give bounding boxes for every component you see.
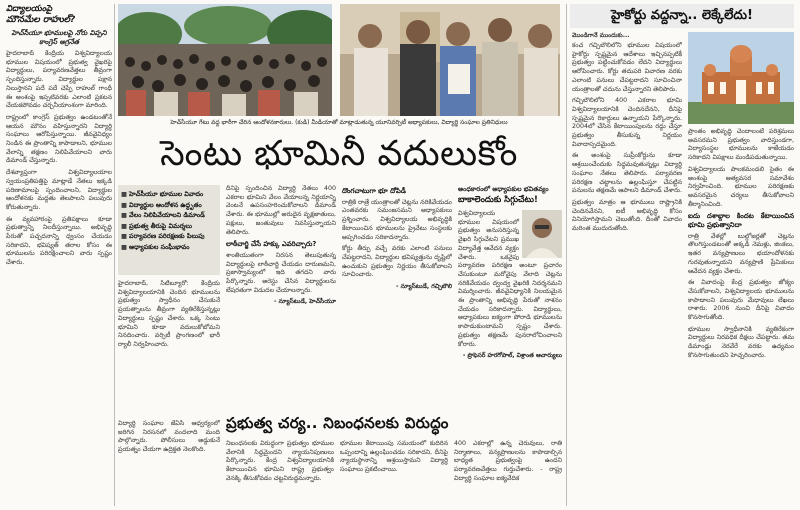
paragraph: గచ్చిబౌలిలోని 400 ఎకరాల భూమి విశ్వవిద్యాలయానికి చెందినదేనని, దీనిపై స్పష్టమైన రికార్డులు ఉన్నాయని పేర్కొన్నారు. 2004లో చేసిన కేటాయింపులను రద్దు చేస్తూ ప్రభుత్వం తీసుకున్న నిర్ణయం వివాదాస్పదమైంది. [572, 97, 682, 148]
paragraph: రాత్రికి రాత్రే యంత్రాలతో చెట్లను నరికివేయడం ఎంతవరకు సమంజసమని అధ్యాపకులు ప్రశ్నించారు. విశ్వవిద్యాలయ అభివృద్ధికి కేటాయించిన భూములను ప్రైవేటు సంస్థలకు అప్పగించడం సరికాదన్నారు. [342, 198, 452, 241]
protest-crowd-photo [118, 4, 332, 116]
highlight-item: ■ విద్యార్థుల ఆందోళన ఉద్ధృతం [121, 200, 202, 209]
quote-box-headline: బాకాలెందుకు సిగ్గుచేటు! [458, 195, 538, 205]
paragraph: ప్రభుత్వం మాత్రం ఆ భూములు రాష్ట్రానికి చెందినవేనని, ఐటీ అభివృద్ధి కోసం వినియోగిస్తామని చెబుతోంది. దీంతో వివాదం మరింత ముదురుతోంది. [572, 198, 682, 233]
paragraph: విశ్వవిద్యాలయ పాలకమండలి సైతం ఈ అంశంపై అత్యవసర సమావేశం నిర్వహించింది. భూముల పరిరక్షణకు అవసరమైన చర్యలు తీసుకోవాలని తీర్మానించింది. [688, 165, 794, 208]
byline: - న్యూస్‌టుడే, గచ్చిబౌలి [396, 283, 452, 291]
highlights-box [118, 185, 220, 275]
highlight-item: ■ ప్రభుత్వ తీరుపై విమర్శలు [121, 221, 192, 230]
paragraph: దీనిపై స్పందించిన విద్యార్థి నేతలు 400 ఎకరాల భూమిని వేలం వేయాలన్న నిర్ణయాన్ని వెంటనే ఉపసంహరించుకోవాలని డిమాండ్ చేశారు. ఈ భూముల్లో అరుదైన వృక్షజాతులు, పక్షులు, జంతువులు నివసిస్తున్నాయని తెలిపారు. [226, 185, 336, 236]
paragraph: శాంతియుతంగా నిరసన తెలుపుతున్న విద్యార్థులపై లాఠీచార్జి చేయడం దారుణమని, ప్రజాస్వామ్యంలో ఇది తగదని వారు పేర్కొన్నారు. అరెస్టు చేసిన విద్యార్థులను బేషరతుగా విడుదల చేయాలన్నారు. [226, 251, 336, 294]
bottom-article-col: నిబంధనలకు విరుద్ధంగా ప్రభుత్వం భూముల వేలానికి సిద్ధమైందని న్యాయనిపుణులు పేర్కొన్నారు. కేంద్ర విశ్వవిద్యాలయానికి కేటాయించిన భూమిని రాష్ట్ర ప్రభుత్వం వెనక్కి తీసుకోవడం చట్టవిరుద్ధమన్నారు. [226, 440, 334, 482]
right-article-col2 [688, 128, 794, 506]
paragraph: ఈ అంశంపై సుప్రీంకోర్టును కూడా ఆశ్రయించేందుకు సిద్ధమవుతున్నట్లు విద్యార్థి సంఘాల నేతలు తెలిపారు. పర్యావరణ పరిరక్షణ చట్టాలను ఉల్లంఘిస్తూ చేపట్టిన పనులను తక్షణమే ఆపాలని డిమాండ్ చేశారు. [572, 152, 682, 195]
left-article-subhead: హెచ్‌సీయూ భూములపై నోరు విప్పని కాంగ్రెస్ అగ్రనేత [11, 29, 107, 46]
bullet-icon: ■ [121, 211, 128, 219]
right-article-col1 [572, 42, 682, 506]
main-article-col3 [342, 185, 452, 410]
paragraph: హైదరాబాద్ కేంద్రీయ విశ్వవిద్యాలయ భూముల విషయంలో ప్రభుత్వ వైఖరిపై విద్యార్థులు, పర్యావరణవేత్తలు తీవ్రంగా స్పందిస్తున్నారు. విద్యార్థుల పక్షాన నిలుస్తానని పదే పదే చెప్పే రాహుల్ గాంధీ ఈ అంశంపై ఇప్పటివరకు ఎలాంటి ప్రకటన చేయకపోవడం చర్చనీయాంశంగా మారింది. [6, 50, 112, 110]
left-article-headline: మౌనమేల రాహుల్? [6, 15, 76, 25]
bottom-article-col: భూముల కేటాయింపు సమయంలో కుదిరిన ఒప్పందాన్ని ఉల్లంఘించడం సరికాదని, దీనిపై న్యాయస్థానాన్ని ఆశ్రయిస్తామని విద్యార్థి సంఘాలు ప్రకటించాయి. [340, 440, 448, 474]
paragraph: విద్యార్థి సంఘాల జేఏసీ ఆధ్వర్యంలో జరిగిన నిరసనలో వందలాది మంది పాల్గొన్నారు. పోలీసులు అడ్డుకునే ప్రయత్నం చేయగా ఉద్రిక్తత నెలకొంది. [118, 420, 220, 454]
byline: - న్యూస్‌టుడే, హెచ్‌సీయూ [274, 298, 336, 306]
main-headline: సెంటు భూమినీ వదులుకోం [160, 134, 518, 174]
subhead: దొంగచాటుగా భూ దోపిడీ [342, 187, 406, 195]
subhead: ఐదు దశాబ్దాల కిందట కేటాయించిన భూమి ప్రభుత్వానిదా [688, 212, 794, 230]
high-court-photo [688, 32, 794, 124]
main-article-col1-lower [118, 420, 220, 506]
photo-caption: హెచ్‌సీయూ గేటు వద్ద భారీగా చేరిన ఆందోళనకారులు. (కుడి) మీడియాతో మాట్లాడుతున్న యూనివర్సిటీ అధ్యాపకులు, విద్యార్థి సంఘాల ప్రతినిధులు [170, 119, 508, 126]
paragraph: రాష్ట్రంలో కాంగ్రెస్ ప్రభుత్వం ఉండటంతోనే ఆయన మౌనం వహిస్తున్నారని విద్యార్థి సంఘాలు ఆరోపిస్తున్నాయి. జీవవైవిధ్యం నిండిన ఈ ప్రాంతాన్ని కాపాడాలని, భూముల వేలాన్ని తక్షణం నిలిపివేయాలని వారు డిమాండ్ చేస్తున్నారు. [6, 113, 112, 165]
right-article-headline: హైకోర్టు వద్దన్నా.. లెక్కేలేదు! [570, 4, 794, 28]
left-article-kicker: విద్యాలయంపై [6, 4, 53, 14]
portrait-photo [522, 210, 562, 258]
subhead: లాఠీచార్జి చేసే హక్కు ఎవరిచ్చారు? [226, 240, 317, 249]
bottom-article [226, 440, 562, 506]
paragraph: విశ్వవిద్యాలయ భూముల విషయంలో ప్రభుత్వం అనుసరిస్తున్న వైఖరి సిగ్గుచేటని ప్రముఖ విద్యావేత్త ఆవేదన వ్యక్తం చేశారు. ఒకవైపు పర్యావరణ పరిరక్షణ అంటూ ప్రచారం చేసుకుంటూ మరోవైపు వేలాది చెట్లను నరికివేయడం ద్వంద్వ వైఖరికి నిదర్శనమని విమర్శించారు. జీవవైవిధ్యానికి నిలయమైన ఈ ప్రాంతాన్ని అభివృద్ధి పేరుతో నాశనం చేయడం సరికాదన్నారు. విద్యార్థులు, అధ్యాపకులు ఐక్యంగా పోరాడి భూములను కాపాడుకుంటామని స్పష్టం చేశారు. ప్రభుత్వం తక్షణమే పునరాలోచించాలని కోరారు. [458, 210, 562, 348]
paragraph: రాత్రి వేళల్లో బుల్డోజర్లతో చెట్లను తొలగిస్తుండటంతో అక్కడి నెమళ్లు, జింకలు, ఇతర వన్యప్రాణులు భయాందోళనకు గురవుతున్నాయని వన్యప్రాణి ప్రేమికులు ఆవేదన వ్యక్తం చేశారు. [688, 232, 794, 275]
paragraph: ఈ వ్యవహారంపై ప్రతిపక్షాలు కూడా ప్రభుత్వాన్ని నిలదీస్తున్నాయి. అభివృద్ధి పేరుతో పచ్చదనాన్ని ధ్వంసం చేయడం సరికాదని, భవిష్యత్ తరాల కోసం ఈ భూములను పరిరక్షించాలని వారు స్పష్టం చేశారు. [6, 215, 112, 267]
bullet-icon: ■ [121, 232, 128, 240]
officials-press-photo [340, 4, 560, 116]
paragraph: ఈ వివాదంపై కేంద్ర ప్రభుత్వం జోక్యం చేసుకోవాలని, విశ్వవిద్యాలయ భూములను కాపాడాలని పలువురు మేధావులు లేఖలు రాశారు. 2006 నుంచి దీనిపై వివాదం కొనసాగుతోంది. [688, 279, 794, 322]
main-article-col1 [118, 280, 220, 410]
paragraph: కోర్టు తీర్పు వచ్చే వరకు ఎలాంటి పనులు చేపట్టరాదని, విద్యార్థుల భవిష్యత్తును దృష్టిలో ఉంచుకుని ప్రభుత్వం నిర్ణయం తీసుకోవాలని సూచించారు. [342, 245, 452, 279]
left-article-body [6, 50, 112, 506]
bullet-icon: ■ [121, 200, 128, 209]
bullet-icon: ■ [121, 221, 128, 230]
quote-box-kicker: అంధకారంలో అధ్యాపకుల భవితవ్యం [458, 185, 549, 193]
bottom-article-col: 400 ఎకరాల్లో ఉన్న చెరువులు, రాతి నిర్మాణాలు, వన్యప్రాణులను కాపాడాల్సిన బాధ్యత ప్రభుత్వంపై ఉందని పర్యావరణవేత్తలు గుర్తుచేశారు. - రాష్ట్ర విద్యార్థి సంఘాల ఐక్యవేదిక [454, 440, 562, 482]
bullet-icon: ■ [121, 190, 128, 198]
quote-box-body [458, 210, 562, 410]
paragraph: భూముల స్వాధీనానికి వ్యతిరేకంగా విద్యార్థులు నిరవధిక దీక్షలు చేపట్టారు. తమ డిమాండ్లు నెరవేరే వరకు ఉద్యమం కొనసాగుతుందని హెచ్చరించారు. [688, 325, 794, 359]
paragraph: హైదరాబాద్, సిటీబ్యూరో: కేంద్రీయ విశ్వవిద్యాలయానికి చెందిన భూములను ప్రభుత్వం స్వాధీనం చేసుకునే ప్రయత్నాలను తీవ్రంగా వ్యతిరేకిస్తున్నట్లు విద్యార్థులు స్పష్టం చేశారు. ఒక్క సెంటు భూమిని కూడా వదులుకోబోమని నినదించారు. వర్సిటీ ప్రాంగణంలో భారీ ర్యాలీ నిర్వహించారు. [118, 280, 220, 348]
paragraph: ప్రాంతం అభివృద్ధి చెందాలంటే పరిశ్రమలు అవసరమని ప్రభుత్వం వాదిస్తుండగా, విద్యాసంస్థల భూములను కాజేయడం సరికాదని విపక్షాలు మండిపడుతున్నాయి. [688, 128, 794, 162]
highlight-item: ■ పర్యావరణ పరిరక్షణకు పిలుపు [121, 232, 205, 240]
bottom-headline: ప్రభుత్వ చర్య.. నిబంధనలకు విరుద్ధం [226, 414, 449, 432]
quote-box [458, 185, 562, 410]
highlight-item: ■ వేలం నిలిపివేయాలని డిమాండ్ [121, 211, 205, 219]
left-article [6, 4, 112, 506]
right-article-kicker: మొండిగానే ముందుకు... [572, 32, 630, 39]
paragraph: దేశవ్యాప్తంగా విశ్వవిద్యాలయాల స్వయంప్రతిపత్తిపై మాట్లాడే నేతలు ఇక్కడి పరిణామాలపై స్పందించాలని, విద్యార్థుల ఆందోళనకు మద్దతు తెలపాలని పలువురు కోరుతున్నారు. [6, 169, 112, 211]
paragraph: కంచ గచ్చిబౌలిలోని భూముల విషయంలో హైకోర్టు స్పష్టమైన ఆదేశాలు ఇచ్చినప్పటికీ ప్రభుత్వం పట్టించుకోవడం లేదని విద్యార్థులు ఆరోపించారు. కోర్టు తదుపరి విచారణ వరకు ఎలాంటి పనులు చేపట్టరాదని సూచించినా యంత్రాలతో చదును చేస్తున్నారని తెలిపారు. [572, 42, 682, 93]
main-article-col2 [226, 185, 336, 410]
byline: - ప్రొఫెసర్ హరగోపాల్, విశ్రాంత ఆచార్యులు [462, 352, 562, 360]
highlight-item: ■ హెచ్‌సీయూ భూముల వివాదం [121, 190, 204, 198]
highlight-item: ■ అధ్యాపకుల సంఘీభావం [121, 242, 190, 251]
column-divider [566, 4, 567, 506]
bullet-icon: ■ [121, 242, 128, 251]
column-divider [114, 4, 115, 506]
